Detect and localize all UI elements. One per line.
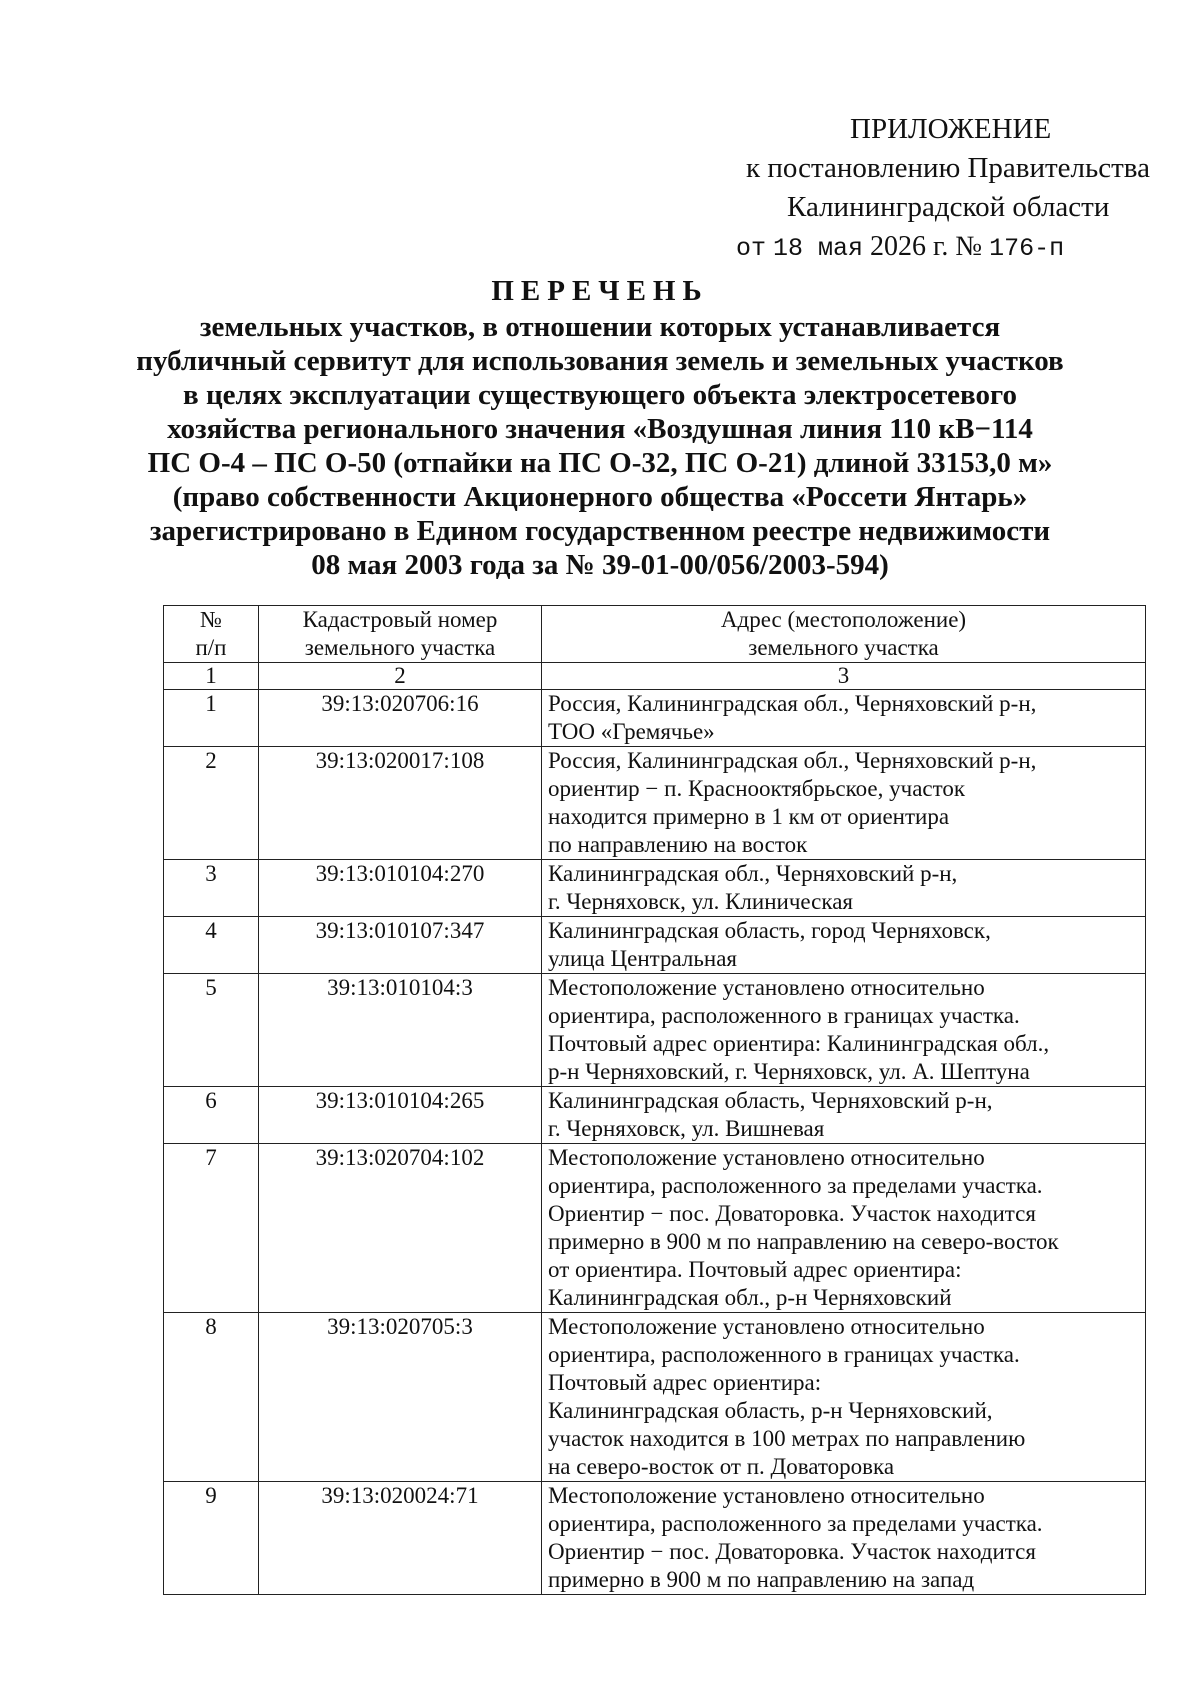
subtitle-line: в целях эксплуатации существующего объекта электросетевого — [183, 379, 1017, 411]
plot-address: Калининградская область, Черняховский р-н, г. Черняховск, ул. Вишневая — [542, 1087, 1146, 1144]
subtitle-line: (право собственности Акционерного общества «Россети Янтарь» — [172, 481, 1028, 513]
table-row — [164, 917, 1146, 974]
appendix-line-2: Калининградской области — [787, 191, 1110, 223]
row-number: 8 — [164, 1313, 259, 1482]
row-number: 3 — [164, 860, 259, 917]
column-numbers-row — [164, 663, 1146, 690]
row-number: 1 — [164, 690, 259, 747]
header-num: № п/п — [164, 606, 259, 663]
cadastral-number: 39:13:010104:3 — [259, 974, 542, 1087]
plot-address: Россия, Калининградская обл., Черняховский р-н, ориентир − п. Краснооктябрьское, участок находится примерно в 1 км от ориентира по направлению на восток — [542, 747, 1146, 860]
subtitle-line: публичный сервитут для использования земель и земельных участков — [136, 345, 1064, 377]
cadastral-number: 39:13:020024:71 — [259, 1482, 542, 1595]
table-row — [164, 974, 1146, 1087]
cadastral-number: 39:13:020705:3 — [259, 1313, 542, 1482]
column-number: 3 — [542, 663, 1146, 690]
appendix-title: ПРИЛОЖЕНИЕ — [850, 113, 1052, 145]
plot-address: Местоположение установлено относительно ориентира, расположенного в границах участка. Почтовый адрес ориентира: Калининградская обл., р-н Черняховский, г. Черняховск, ул. А. Шептуна — [542, 974, 1146, 1087]
subtitle-line: 08 мая 2003 года за № 39-01-00/056/2003-594) — [311, 549, 889, 581]
date-prefix: от — [736, 234, 767, 263]
resolution-number: 176-п — [989, 234, 1065, 263]
subtitle-line: хозяйства регионального значения «Воздушная линия 110 кВ−114 — [167, 413, 1033, 445]
table-row — [164, 1144, 1146, 1313]
table-row — [164, 1313, 1146, 1482]
table-row — [164, 1482, 1146, 1595]
appendix-date-line — [700, 227, 1160, 268]
plot-address: Россия, Калининградская обл., Черняховский р-н, ТОО «Гремячье» — [542, 690, 1146, 747]
cadastral-number: 39:13:020706:16 — [259, 690, 542, 747]
plot-address: Калининградская область, город Черняховск, улица Центральная — [542, 917, 1146, 974]
document-title — [120, 274, 1080, 582]
table-row — [164, 690, 1146, 747]
cadastral-number: 39:13:010104:270 — [259, 860, 542, 917]
header-address: Адрес (местоположение) земельного участка — [542, 606, 1146, 663]
row-number: 9 — [164, 1482, 259, 1595]
plot-address: Местоположение установлено относительно ориентира, расположенного в границах участка. Почтовый адрес ориентира: Калининградская область, р-н Черняховский, участок находится в 100 метрах по направлению на северо-восток от п. Доваторовка — [542, 1313, 1146, 1482]
column-number: 1 — [164, 663, 259, 690]
plot-address: Калининградская обл., Черняховский р-н, г. Черняховск, ул. Клиническая — [542, 860, 1146, 917]
subtitle-line: ПС О-4 – ПС О-50 (отпайки на ПС О-32, ПС О-21) длиной 33153,0 м» — [147, 447, 1053, 479]
land-plots-table — [163, 605, 1146, 1595]
cadastral-number: 39:13:010107:347 — [259, 917, 542, 974]
subtitle-line: земельных участков, в отношении которых устанавливается — [199, 311, 1001, 343]
table-row — [164, 860, 1146, 917]
cadastral-number: 39:13:020704:102 — [259, 1144, 542, 1313]
row-number: 2 — [164, 747, 259, 860]
plot-address: Местоположение установлено относительно ориентира, расположенного за пределами участка. Ориентир − пос. Доваторовка. Участок находится примерно в 900 м по направлению на северо-восток от ориентира. Почтовый адрес ориентира: Калининградская обл., р-н Черняховский — [542, 1144, 1146, 1313]
table-row — [164, 1087, 1146, 1144]
row-number: 6 — [164, 1087, 259, 1144]
cadastral-number: 39:13:010104:265 — [259, 1087, 542, 1144]
subtitle-line: зарегистрировано в Едином государственном реестре недвижимости — [149, 515, 1051, 547]
row-number: 4 — [164, 917, 259, 974]
header-cadastral: Кадастровый номер земельного участка — [259, 606, 542, 663]
table-header-row — [164, 606, 1146, 663]
cadastral-number: 39:13:020017:108 — [259, 747, 542, 860]
row-number: 7 — [164, 1144, 259, 1313]
column-number: 2 — [259, 663, 542, 690]
date-value: 18 мая — [773, 234, 864, 263]
table-row — [164, 747, 1146, 860]
row-number: 5 — [164, 974, 259, 1087]
appendix-line-1: к постановлению Правительства — [746, 152, 1150, 184]
appendix-block — [700, 110, 1160, 268]
date-year: 2026 г. № — [870, 231, 983, 262]
plot-address: Местоположение установлено относительно ориентира, расположенного за пределами участка. Ориентир − пос. Доваторовка. Участок находится примерно в 900 м по направлению на запад — [542, 1482, 1146, 1595]
document-heading: ПЕРЕЧЕНЬ — [491, 275, 709, 307]
